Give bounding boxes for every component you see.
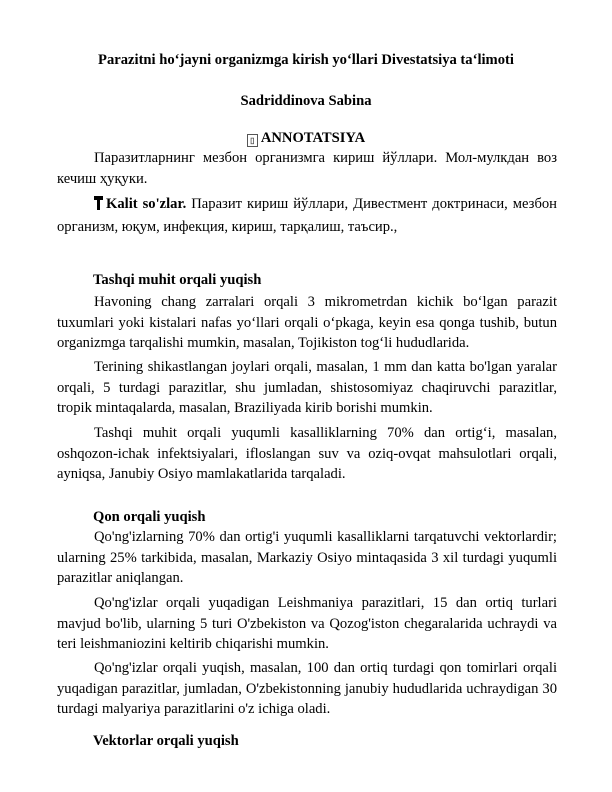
keywords-label: Kalit so'zlar. [106, 196, 187, 212]
annotation-text: Паразитларнинг мезбон организмга кириш йўллари. Мол-мулкдан воз кечиш ҳуқуки. [57, 150, 557, 187]
annotation-paragraph [57, 148, 557, 189]
keywords-text: Паразит кириш йўллари, Дивестмент доктринаси, мезбон организм, юқум, инфекция, кириш, тарқалиш, таъсир., [57, 196, 557, 235]
section1-text-2: Terining shikastlangan joylari orqali, masalan, 1 mm dan katta bo'lgan yaralar orqali, 5 turdagi parazitlar, shu jumladan, shistosomiyaz chaqiruvchi parazitlar, tropik mintaqalarda, masalan, Braziliyada kirib borishi mumkin. [57, 359, 557, 417]
missing-glyph-icon: ▯ [247, 134, 258, 147]
section2-paragraph-2 [57, 593, 557, 655]
paper-title: Parazitni ho‘jayni organizmga kirish yo‘llari Divestatsiya ta‘limoti [98, 52, 514, 68]
section1-text-1: Havoning chang zarralari orqali 3 mikrometrdan kichik bo‘lgan parazit tuxumlari yoki kistalari nafas yo‘llari orqali o‘pkaga, keyin esa qonga tushib, butun organizmga tarqalishi mumkin, masalan, Tojikiston tog‘li hududlarida. [57, 294, 557, 352]
section1-paragraph-1 [57, 292, 557, 354]
section1-text-3: Tashqi muhit orqali yuqumli kasalliklarning 70% dan ortig‘i, masalan, oshqozon-ichak infektsiyalari, ifloslangan suv va oziq-ovqat mahsulotlari orqali, ayniqsa, Janubiy Osiyo mamlakatlarida tarqaladi. [57, 425, 557, 483]
section1-paragraph-2 [57, 357, 557, 419]
author-name: Sadriddinova Sabina [240, 93, 372, 109]
section-heading-vectors: Vektorlar orqali yuqish [93, 733, 239, 749]
annotation-heading [0, 128, 612, 149]
section2-paragraph-1 [57, 527, 557, 589]
section-heading-blood: Qon orqali yuqish [93, 509, 206, 525]
key-icon [94, 196, 103, 217]
section2-text-3: Qo'ng'izlar orqali yuqish, masalan, 100 dan ortiq turdagi qon tomirlari orqali yuqadigan parazitlar, jumladan, O'zbekistonning janubiy hududlarida uchraydigan 30 turdagi malyariya parazitlarini o'z ichiga oladi. [57, 660, 557, 718]
section-heading-external: Tashqi muhit orqali yuqish [93, 272, 262, 288]
keywords-paragraph [57, 194, 557, 237]
section2-text-2: Qo'ng'izlar orqali yuqadigan Leishmaniya parazitlari, 15 dan ortiq turlari mavjud bo'lib, ularning 5 turi O'zbekiston va Qozog'iston chegaralarida uchraydi va teri leishmaniozini keltirib chiqarishi mumkin. [57, 595, 557, 653]
section1-paragraph-3 [57, 423, 557, 485]
section2-text-1: Qo'ng'izlarning 70% dan ortig'i yuqumli kasalliklarni tarqatuvchi vektorlardir; ularning 25% tarkibida, masalan, Markaziy Osiyo mintaqasida 3 xil turdagi yuqumli parazitlar aniqlangan. [57, 529, 557, 587]
section2-paragraph-3 [57, 658, 557, 720]
annotation-heading-text: ANNOTATSIYA [260, 130, 366, 146]
